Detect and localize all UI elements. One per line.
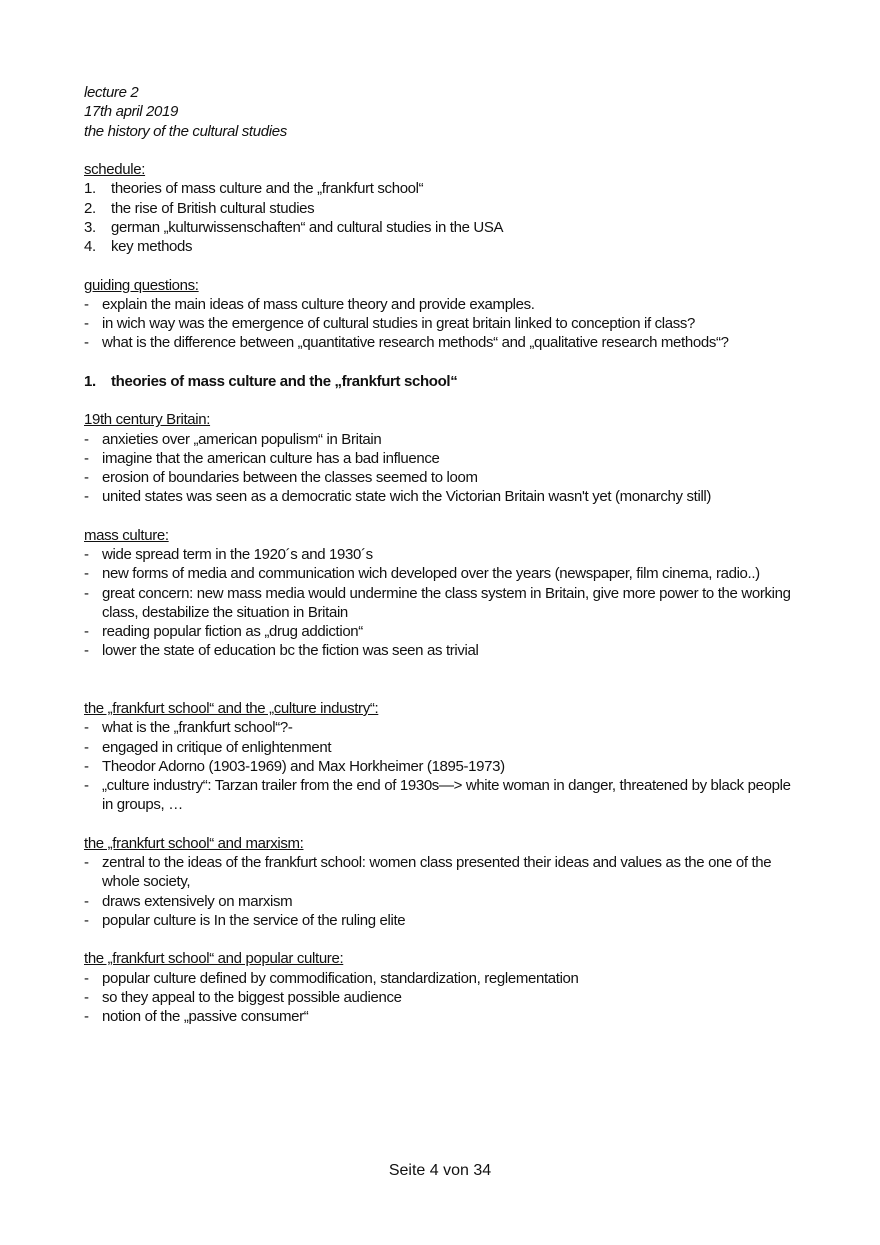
- britain-list: [84, 430, 800, 507]
- list-item-text: in wich way was the emergence of cultural studies in great britain linked to conception if class?: [102, 315, 696, 332]
- item-number: 3.: [84, 218, 96, 236]
- dash-bullet-icon: -: [84, 854, 89, 871]
- list-item: [84, 468, 800, 487]
- item-text: key methods: [111, 238, 193, 255]
- list-item: [84, 449, 800, 468]
- list-item-text: united states was seen as a democratic state wich the Victorian Britain wasn't yet (monarchy still): [102, 488, 712, 506]
- list-item-text: imagine that the american culture has a bad influence: [102, 449, 440, 467]
- marxism-heading: the „frankfurt school“ and marxism:: [84, 834, 304, 852]
- list-item-text: Theodor Adorno (1903-1969) and Max Horkheimer (1895-1973): [102, 757, 505, 775]
- list-item-text: new forms of media and communication wich developed over the years (newspaper, film cinema, radio..): [102, 565, 760, 583]
- list-item: [84, 853, 800, 892]
- page-number: Seite 4 von 34: [388, 1162, 492, 1179]
- guiding-questions-heading: guiding questions:: [84, 276, 199, 294]
- list-item: [84, 911, 800, 930]
- item-text: the rise of British cultural studies: [111, 199, 315, 217]
- dash-bullet-icon: -: [84, 449, 89, 467]
- list-item: [84, 892, 800, 911]
- list-item-text: anxieties over „american populism“ in Britain: [102, 430, 382, 448]
- section-heading: [84, 372, 800, 391]
- list-item: [84, 584, 800, 623]
- schedule-item: [84, 218, 800, 237]
- item-text: theories of mass culture and the „frankfurt school“: [111, 180, 424, 198]
- section-title: theories of mass culture and the „frankfurt school“: [111, 372, 458, 390]
- culture-industry-heading: the „frankfurt school“ and the „culture industry“:: [84, 700, 379, 717]
- list-item: [84, 1007, 800, 1026]
- dash-bullet-icon: -: [84, 315, 89, 332]
- list-item: [84, 564, 800, 583]
- dash-bullet-icon: -: [84, 969, 89, 987]
- dash-bullet-icon: -: [84, 738, 89, 756]
- dash-bullet-icon: -: [84, 988, 89, 1006]
- list-item-text: so they appeal to the biggest possible audience: [102, 988, 402, 1006]
- item-text: german „kulturwissenschaften“ and cultural studies in the USA: [111, 218, 504, 236]
- list-item: [84, 988, 800, 1007]
- schedule-heading: schedule:: [84, 161, 146, 178]
- schedule-list: [84, 179, 800, 256]
- guiding-questions-list: [84, 295, 800, 353]
- list-item-text: erosion of boundaries between the classes seemed to loom: [102, 469, 478, 486]
- list-item: [84, 718, 800, 737]
- list-item: [84, 969, 800, 988]
- dash-bullet-icon: -: [84, 565, 89, 583]
- lecture-date: 17th april 2019: [84, 103, 178, 121]
- dash-bullet-icon: -: [84, 488, 89, 506]
- list-item-text: wide spread term in the 1920´s and 1930´s: [102, 546, 373, 563]
- dash-bullet-icon: -: [84, 719, 89, 737]
- dash-bullet-icon: -: [84, 1008, 89, 1025]
- item-number: 4.: [84, 238, 96, 255]
- list-item: [84, 295, 800, 314]
- list-item: [84, 622, 800, 641]
- list-item-text: explain the main ideas of mass culture theory and provide examples.: [102, 295, 535, 313]
- list-item: [84, 641, 800, 660]
- list-item-text: what is the „frankfurt school“?-: [102, 719, 293, 737]
- list-item: [84, 333, 800, 352]
- dash-bullet-icon: -: [84, 334, 89, 352]
- list-item-text: reading popular fiction as „drug addiction“: [102, 623, 363, 640]
- list-item-text: great concern: new mass media would undermine the class system in Britain, give more power to the working class, destabilize the situation in Britain: [102, 584, 791, 621]
- dash-bullet-icon: -: [84, 546, 89, 563]
- list-item: [84, 487, 800, 506]
- dash-bullet-icon: -: [84, 430, 89, 448]
- mass-culture-heading: mass culture:: [84, 526, 169, 544]
- dash-bullet-icon: -: [84, 295, 89, 313]
- lecture-number: lecture 2: [84, 84, 139, 101]
- list-item: [84, 545, 800, 564]
- document-page: [84, 83, 800, 1026]
- dash-bullet-icon: -: [84, 623, 89, 640]
- lecture-topic: the history of the cultural studies: [84, 122, 287, 140]
- popular-culture-heading: the „frankfurt school“ and popular culture:: [84, 950, 344, 968]
- schedule-item: [84, 237, 800, 256]
- list-item-text: engaged in critique of enlightenment: [102, 738, 332, 756]
- list-item-text: lower the state of education bc the fiction was seen as trivial: [102, 642, 479, 660]
- dash-bullet-icon: -: [84, 777, 89, 794]
- item-number: 2.: [84, 199, 96, 217]
- list-item-text: popular culture defined by commodification, standardization, reglementation: [102, 969, 579, 987]
- item-number: 1.: [84, 180, 96, 198]
- marxism-list: [84, 853, 800, 930]
- section-number: 1.: [84, 372, 96, 390]
- list-item-text: draws extensively on marxism: [102, 892, 293, 910]
- list-item-text: „culture industry“: Tarzan trailer from the end of 1930s—> white woman in danger, threatened by black people in groups, …: [102, 777, 791, 814]
- britain-heading: 19th century Britain:: [84, 411, 211, 429]
- list-item-text: zentral to the ideas of the frankfurt school: women class presented their ideas and values as the one of the whole society,: [102, 854, 772, 891]
- dash-bullet-icon: -: [84, 911, 89, 929]
- list-item: [84, 430, 800, 449]
- list-item: [84, 738, 800, 757]
- list-item-text: notion of the „passive consumer“: [102, 1008, 309, 1025]
- list-item-text: popular culture is In the service of the ruling elite: [102, 911, 406, 929]
- dash-bullet-icon: -: [84, 892, 89, 910]
- popular-culture-list: [84, 969, 800, 1027]
- list-item-text: what is the difference between „quantitative research methods“ and „qualitative research methods“?: [102, 334, 729, 352]
- schedule-item: [84, 179, 800, 198]
- mass-culture-list: [84, 545, 800, 661]
- dash-bullet-icon: -: [84, 757, 89, 775]
- culture-industry-list: [84, 718, 800, 814]
- dash-bullet-icon: -: [84, 469, 89, 486]
- list-item: [84, 314, 800, 333]
- dash-bullet-icon: -: [84, 584, 89, 602]
- dash-bullet-icon: -: [84, 642, 89, 660]
- schedule-item: [84, 199, 800, 218]
- list-item: [84, 776, 800, 815]
- list-item: [84, 757, 800, 776]
